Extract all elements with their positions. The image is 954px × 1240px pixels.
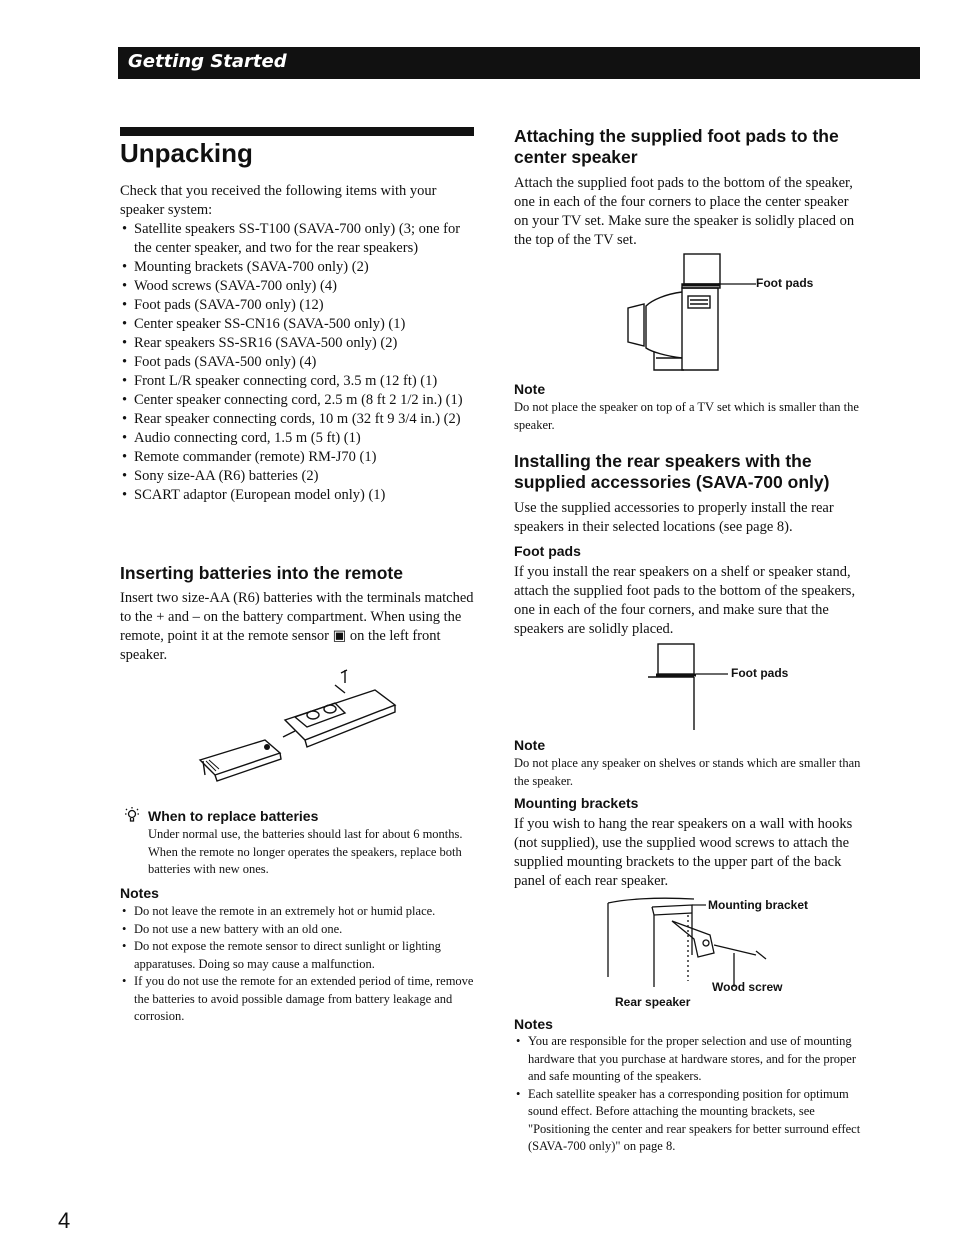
section-banner [118,47,920,79]
rear-foot-pads-title: Foot pads [514,543,581,559]
unpacking-title: Unpacking [120,138,253,168]
batteries-body: Insert two size-AA (R6) batteries with the terminals matched to the + and – on the battery compartment. When using the remote, point it at the remote sensor ▣ on the left front speaker. [120,590,474,663]
rear-foot-pads-body: If you install the rear speakers on a shelf or speaker stand, attach the supplied foot pads to the bottom of the speakers, one in each of the four corners, and make sure that the speakers are solidly placed. [514,564,856,637]
battery-notes-list [120,903,476,1026]
list-item: • You are responsible for the proper selection and use of mounting hardware that you purchase at hardware stores, and for the proper and safe mounting of the speakers. [514,1033,864,1086]
list-item: • Center speaker connecting cord, 2.5 m (8 ft 2 1/2 in.) (1) [120,391,476,410]
rear-speaker-label: Rear speaker [615,995,691,1009]
wood-screw-label: Wood screw [712,980,783,994]
list-item: • Wood screws (SAVA-700 only) (4) [120,277,476,296]
list-item: • SCART adaptor (European model only) (1) [120,486,476,505]
list-item: • Audio connecting cord, 1.5 m (5 ft) (1) [120,429,476,448]
rear-speaker-foot-pads-figure [648,642,728,732]
rear-note-title: Note [514,737,546,753]
tip-lightbulb-icon [124,806,140,824]
tip-title: When to replace batteries [148,808,319,824]
rear-foot-pads-label: Foot pads [731,666,789,680]
center-foot-pads-label: Foot pads [756,276,814,290]
tip-body: Under normal use, the batteries should last for about 6 months. When the remote no longer operates the speakers, replace both batteries with new ones. [148,827,463,876]
list-item: • Rear speaker connecting cords, 10 m (32 ft 9 3/4 in.) (2) [120,410,476,429]
list-item: • Satellite speakers SS-T100 (SAVA-700 only) (3; one for the center speaker, and two for the rear speakers) [120,220,476,258]
rear-body: Use the supplied accessories to properly install the rear speakers in their selected locations (see page 8). [514,500,834,535]
mounting-body: If you wish to hang the rear speakers on a wall with hooks (not supplied), use the supplied wood screws to attach the supplied mounting brackets to the upper part of the back panel of each rear speaker. [514,816,853,889]
section-title: Getting Started [128,51,287,72]
foot-pads-leader [718,282,758,286]
center-note-title: Note [514,381,546,397]
list-item: • Front L/R speaker connecting cord, 3.5 m (12 ft) (1) [120,372,476,391]
mounting-notes-title: Notes [514,1016,553,1032]
center-pads-body: Attach the supplied foot pads to the bottom of the speaker, one in each of the four corners to place the center speaker on your TV set. Make sure the speaker is solidly placed on the top of the TV set. [514,175,855,248]
battery-notes-title: Notes [120,885,159,901]
list-item: • Do not leave the remote in an extremely hot or humid place. [120,903,476,921]
list-item: • Each satellite speaker has a corresponding position for optimum sound effect. Before attaching the mounting brackets, see "Positioning the center and rear speakers for better surround effect (SAVA-700 only)" on page 8. [514,1086,864,1156]
remote-battery-illustration [195,665,405,785]
list-item: • Foot pads (SAVA-700 only) (12) [120,296,476,315]
mounting-notes-list [514,1033,864,1156]
page-number: 4 [58,1208,71,1233]
batteries-heading: Inserting batteries into the remote [120,563,403,583]
list-item: • Remote commander (remote) RM-J70 (1) [120,448,476,467]
list-item: • Rear speakers SS-SR16 (SAVA-500 only) (2) [120,334,476,353]
unpacking-intro: Check that you received the following items with your speaker system: [120,183,437,218]
list-item: • Foot pads (SAVA-500 only) (4) [120,353,476,372]
list-item: • If you do not use the remote for an extended period of time, remove the batteries to avoid possible damage from battery leakage and corrosion. [120,973,476,1026]
list-item: • Do not use a new battery with an old one. [120,921,476,939]
mounting-bracket-label: Mounting bracket [708,898,809,912]
list-item: • Sony size-AA (R6) batteries (2) [120,467,476,486]
center-speaker-figure [622,252,732,380]
list-item: • Do not expose the remote sensor to direct sunlight or lighting apparatuses. Doing so may cause a malfunction. [120,938,476,973]
rear-note-body: Do not place any speaker on shelves or stands which are smaller than the speaker. [514,756,861,788]
center-pads-heading: Attaching the supplied foot pads to the center speaker [514,126,839,167]
list-item: • Mounting brackets (SAVA-700 only) (2) [120,258,476,277]
rear-heading: Installing the rear speakers with the supplied accessories (SAVA-700 only) [514,451,830,492]
unpacking-list [120,220,476,505]
title-rule [120,127,474,136]
list-item: • Center speaker SS-CN16 (SAVA-500 only) (1) [120,315,476,334]
center-note-body: Do not place the speaker on top of a TV set which is smaller than the speaker. [514,400,859,432]
mounting-title: Mounting brackets [514,795,639,811]
